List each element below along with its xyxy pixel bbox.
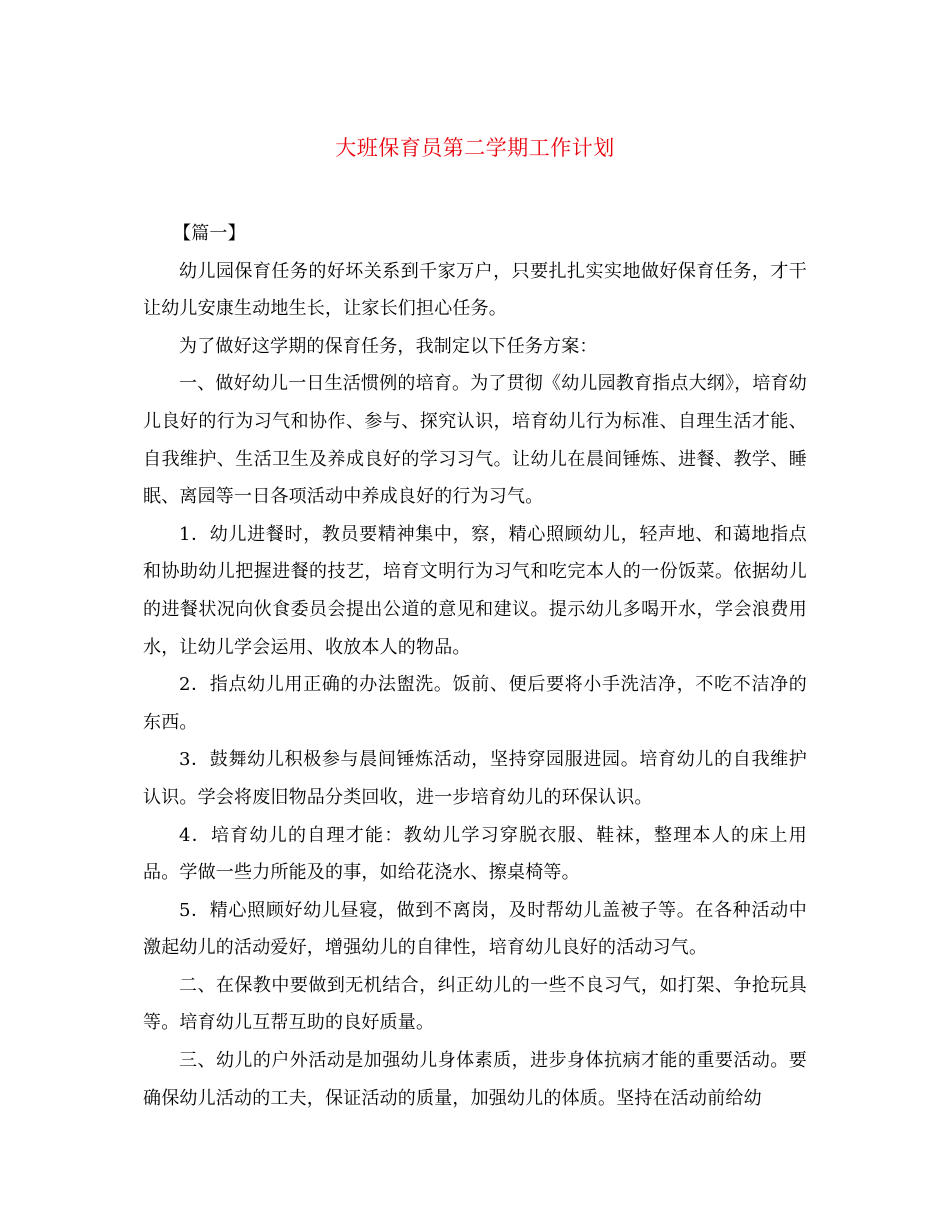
paragraph: 3．鼓舞幼儿积极参与晨间锤炼活动，坚持穿园服进园。培育幼儿的自我维护认识。学会将废旧物品分类回收，进一步培育幼儿的环保认识。 — [143, 749, 807, 808]
document-body — [143, 215, 807, 1117]
section-label: 【篇一】 — [173, 223, 246, 244]
paragraph: 一、做好幼儿一日生活惯例的培育。为了贯彻《幼儿园教育指点大纲》，培育幼儿良好的行为习气和协作、参与、探究认识，培育幼儿行为标准、自理生活才能、自我维护、生活卫生及养成良好的学习习气。让幼儿在晨间锤炼、进餐、教学、睡眠、离园等一日各项活动中养成良好的行为习气。 — [143, 373, 807, 508]
document-title: 大班保育员第二学期工作计划 — [335, 136, 615, 160]
paragraph: 2．指点幼儿用正确的办法盥洗。饭前、便后要将小手洗洁净，不吃不洁净的东西。 — [143, 674, 807, 733]
paragraph: 为了做好这学期的保育任务，我制定以下任务方案： — [179, 335, 598, 357]
paragraph: 5．精心照顾好幼儿昼寝，做到不离岗，及时帮幼儿盖被子等。在各种活动中激起幼儿的活动爱好，增强幼儿的自律性，培育幼儿良好的活动习气。 — [143, 899, 807, 959]
paragraph: 1．幼儿进餐时，教员要精神集中，察，精心照顾幼儿，轻声地、和蔼地指点和协助幼儿把握进餐的技艺，培育文明行为习气和吃完本人的一份饭菜。依据幼儿的进餐状况向伙食委员会提出公道的意见和建议。提示幼儿多喝开水，学会浪费用水，让幼儿学会运用、收放本人的物品。 — [143, 523, 807, 658]
paragraph: 二、在保教中要做到无机结合，纠正幼儿的一些不良习气，如打架、争抢玩具等。培育幼儿互帮互助的良好质量。 — [143, 974, 807, 1034]
paragraph: 三、幼儿的户外活动是加强幼儿身体素质，进步身体抗病才能的重要活动。要确保幼儿活动的工夫，保证活动的质量，加强幼儿的体质。坚持在活动前给幼 — [143, 1050, 807, 1109]
paragraph: 4．培育幼儿的自理才能：教幼儿学习穿脱衣服、鞋袜，整理本人的床上用品。学做一些力所能及的事，如给花浇水、擦桌椅等。 — [143, 824, 807, 884]
paragraph: 幼儿园保育任务的好坏关系到千家万户，只要扎扎实实地做好保育任务，才干让幼儿安康生动地生长，让家长们担心任务。 — [143, 260, 807, 320]
